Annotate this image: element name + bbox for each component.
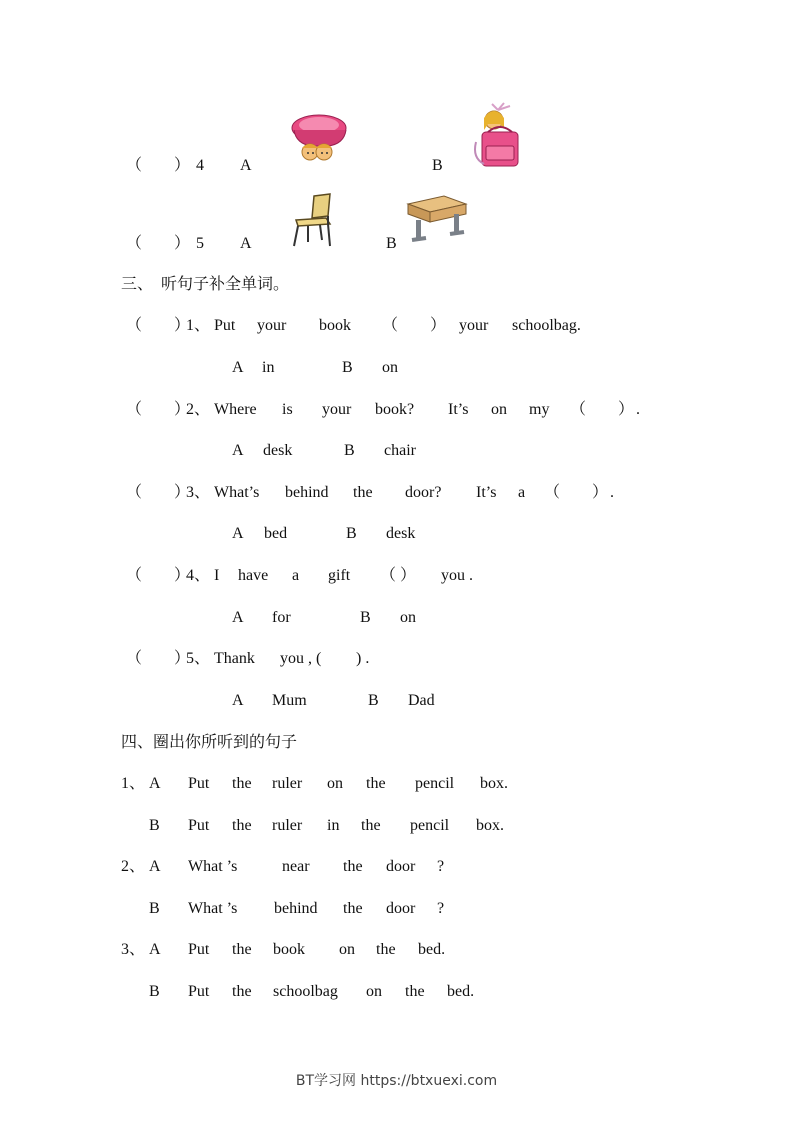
word: the bbox=[353, 484, 373, 501]
word: the bbox=[232, 983, 252, 1000]
word: It’s bbox=[448, 401, 469, 418]
option-b-label: B bbox=[346, 525, 357, 542]
word: the bbox=[361, 817, 381, 834]
word: is bbox=[282, 401, 293, 418]
word: the bbox=[366, 775, 386, 792]
pencil-box-picture bbox=[288, 108, 350, 166]
word: ruler bbox=[272, 775, 303, 792]
option-b-label: B bbox=[342, 359, 353, 376]
option-label: A bbox=[149, 858, 161, 875]
option-b-label: B bbox=[344, 442, 355, 459]
schoolbag-picture bbox=[470, 102, 526, 170]
word: a bbox=[292, 567, 300, 584]
word: What’s bbox=[214, 484, 260, 501]
answer-blank: （ ） bbox=[570, 401, 635, 418]
word: your bbox=[322, 401, 352, 418]
word: ? bbox=[437, 858, 445, 875]
word: . bbox=[610, 484, 614, 501]
word: you , ( bbox=[280, 650, 322, 667]
question-number: 5 bbox=[196, 235, 204, 252]
option-a-label: A bbox=[232, 359, 244, 376]
word: schoolbag. bbox=[512, 317, 581, 334]
answer-blank: （ ） bbox=[126, 567, 191, 584]
word: gift bbox=[328, 567, 351, 584]
word: the bbox=[376, 941, 396, 958]
word: the bbox=[343, 900, 363, 917]
option-a-label: A bbox=[240, 157, 252, 174]
option-b-text: desk bbox=[386, 525, 416, 542]
word: schoolbag bbox=[273, 983, 338, 1000]
answer-blank: （ ） bbox=[382, 317, 447, 334]
word: bed. bbox=[418, 941, 446, 958]
section-4-title: 四、圈出你所听到的句子 bbox=[121, 732, 298, 751]
option-a-label: A bbox=[240, 235, 252, 252]
option-a-label: A bbox=[232, 525, 244, 542]
question-number: 1、 bbox=[186, 317, 211, 334]
word: Thank bbox=[214, 650, 255, 667]
option-a-label: A bbox=[232, 609, 244, 626]
word: door bbox=[386, 900, 416, 917]
item-number: 3、 bbox=[121, 941, 146, 958]
word: my bbox=[529, 401, 550, 418]
answer-blank: （ ） bbox=[126, 157, 191, 174]
option-b-text: Dad bbox=[408, 692, 435, 709]
section-3-title: 三、 听句子补全单词。 bbox=[121, 274, 290, 293]
option-a-text: bed bbox=[264, 525, 288, 542]
word: ) . bbox=[356, 650, 370, 667]
answer-blank: （ ） bbox=[380, 567, 417, 584]
word: What ’s bbox=[188, 858, 238, 875]
word: your bbox=[257, 317, 287, 334]
option-b-label: B bbox=[360, 609, 371, 626]
word: . bbox=[636, 401, 640, 418]
desk-picture bbox=[404, 192, 468, 246]
question-number: 2、 bbox=[186, 401, 211, 418]
word: box. bbox=[480, 775, 508, 792]
word: a bbox=[518, 484, 526, 501]
answer-blank: （ ） bbox=[126, 650, 191, 667]
word: near bbox=[282, 858, 310, 875]
word: Put bbox=[188, 983, 210, 1000]
word: on bbox=[327, 775, 343, 792]
option-a-text: desk bbox=[263, 442, 293, 459]
option-label: B bbox=[149, 817, 160, 834]
word: on bbox=[366, 983, 382, 1000]
word: Put bbox=[188, 775, 210, 792]
word: book? bbox=[375, 401, 415, 418]
option-b-label: B bbox=[386, 235, 397, 252]
word: ? bbox=[437, 900, 445, 917]
option-b-label: B bbox=[368, 692, 379, 709]
option-b-text: chair bbox=[384, 442, 416, 459]
option-label: A bbox=[149, 941, 161, 958]
word: ruler bbox=[272, 817, 303, 834]
word: on bbox=[339, 941, 355, 958]
option-label: A bbox=[149, 775, 161, 792]
question-number: 4、 bbox=[186, 567, 211, 584]
word: your bbox=[459, 317, 489, 334]
option-a-text: for bbox=[272, 609, 291, 626]
question-number: 3、 bbox=[186, 484, 211, 501]
option-a-label: A bbox=[232, 692, 244, 709]
word: pencil bbox=[410, 817, 450, 834]
item-number: 1、 bbox=[121, 775, 146, 792]
answer-blank: （ ） bbox=[126, 484, 191, 501]
word: book bbox=[273, 941, 305, 958]
answer-blank: （ ） bbox=[544, 484, 609, 501]
item-number: 2、 bbox=[121, 858, 146, 875]
word: the bbox=[232, 775, 252, 792]
word: It’s bbox=[476, 484, 497, 501]
word: book bbox=[319, 317, 351, 334]
option-label: B bbox=[149, 983, 160, 1000]
answer-blank: （ ） bbox=[126, 235, 191, 252]
footer-watermark: BT学习网 https://btxuexi.com bbox=[295, 1073, 498, 1089]
word: Put bbox=[188, 817, 210, 834]
word: I bbox=[214, 567, 220, 584]
word: you . bbox=[441, 567, 473, 584]
option-a-label: A bbox=[232, 442, 244, 459]
option-b-text: on bbox=[400, 609, 416, 626]
chair-picture bbox=[290, 192, 336, 250]
word: the bbox=[343, 858, 363, 875]
option-a-text: in bbox=[262, 359, 275, 376]
word: box. bbox=[476, 817, 504, 834]
option-b-label: B bbox=[432, 157, 443, 174]
question-number: 4 bbox=[196, 157, 204, 174]
word: Put bbox=[214, 317, 236, 334]
word: have bbox=[238, 567, 269, 584]
word: door? bbox=[405, 484, 442, 501]
option-a-text: Mum bbox=[272, 692, 307, 709]
option-label: B bbox=[149, 900, 160, 917]
answer-blank: （ ） bbox=[126, 317, 191, 334]
word: bed. bbox=[447, 983, 475, 1000]
question-number: 5、 bbox=[186, 650, 211, 667]
word: door bbox=[386, 858, 416, 875]
answer-blank: （ ） bbox=[126, 401, 191, 418]
word: in bbox=[327, 817, 340, 834]
word: on bbox=[491, 401, 507, 418]
word: behind bbox=[274, 900, 318, 917]
word: the bbox=[405, 983, 425, 1000]
option-b-text: on bbox=[382, 359, 398, 376]
word: behind bbox=[285, 484, 329, 501]
word: pencil bbox=[415, 775, 455, 792]
word: the bbox=[232, 941, 252, 958]
word: the bbox=[232, 817, 252, 834]
word: Where bbox=[214, 401, 257, 418]
word: Put bbox=[188, 941, 210, 958]
word: What ’s bbox=[188, 900, 238, 917]
